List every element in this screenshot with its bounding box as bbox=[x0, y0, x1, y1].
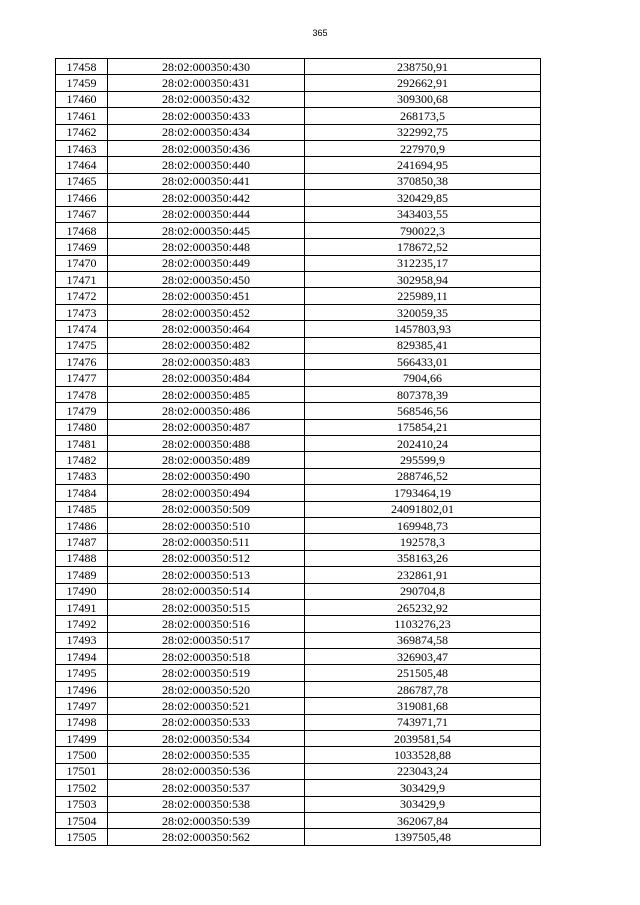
cadastral-number-cell: 28:02:000350:451 bbox=[108, 288, 305, 304]
cadastral-number-cell: 28:02:000350:511 bbox=[108, 534, 305, 550]
table-row bbox=[56, 714, 541, 730]
row-number-cell: 17495 bbox=[56, 665, 108, 681]
cadastral-number-cell: 28:02:000350:562 bbox=[108, 829, 305, 845]
table-row bbox=[56, 517, 541, 533]
cadastral-number-cell: 28:02:000350:539 bbox=[108, 812, 305, 828]
table-row bbox=[56, 616, 541, 632]
cadastral-value-cell: 1033528,88 bbox=[305, 747, 541, 763]
table-row bbox=[56, 829, 541, 845]
row-number-cell: 17483 bbox=[56, 468, 108, 484]
row-number-cell: 17493 bbox=[56, 632, 108, 648]
cadastral-number-cell: 28:02:000350:449 bbox=[108, 255, 305, 271]
cadastral-value-cell: 319081,68 bbox=[305, 698, 541, 714]
row-number-cell: 17467 bbox=[56, 206, 108, 222]
row-number-cell: 17478 bbox=[56, 386, 108, 402]
cadastral-value-cell: 1793464,19 bbox=[305, 485, 541, 501]
row-number-cell: 17488 bbox=[56, 550, 108, 566]
table-row bbox=[56, 780, 541, 796]
row-number-cell: 17502 bbox=[56, 780, 108, 796]
row-number-cell: 17477 bbox=[56, 370, 108, 386]
table-row bbox=[56, 419, 541, 435]
table-row bbox=[56, 75, 541, 91]
table-row bbox=[56, 354, 541, 370]
row-number-cell: 17482 bbox=[56, 452, 108, 468]
cadastral-number-cell: 28:02:000350:515 bbox=[108, 599, 305, 615]
cadastral-number-cell: 28:02:000350:444 bbox=[108, 206, 305, 222]
cadastral-value-cell: 320429,85 bbox=[305, 190, 541, 206]
row-number-cell: 17504 bbox=[56, 812, 108, 828]
table-row bbox=[56, 665, 541, 681]
table-row bbox=[56, 747, 541, 763]
table-row bbox=[56, 485, 541, 501]
cadastral-value-table bbox=[55, 58, 541, 846]
table-row bbox=[56, 124, 541, 140]
table-row bbox=[56, 337, 541, 353]
cadastral-value-cell: 343403,55 bbox=[305, 206, 541, 222]
row-number-cell: 17496 bbox=[56, 681, 108, 697]
table-body bbox=[56, 59, 541, 846]
cadastral-value-cell: 227970,9 bbox=[305, 140, 541, 156]
row-number-cell: 17497 bbox=[56, 698, 108, 714]
table-row bbox=[56, 731, 541, 747]
cadastral-value-cell: 1103276,23 bbox=[305, 616, 541, 632]
row-number-cell: 17490 bbox=[56, 583, 108, 599]
cadastral-value-cell: 268173,5 bbox=[305, 108, 541, 124]
cadastral-value-cell: 302958,94 bbox=[305, 272, 541, 288]
cadastral-number-cell: 28:02:000350:441 bbox=[108, 173, 305, 189]
cadastral-value-cell: 241694,95 bbox=[305, 157, 541, 173]
cadastral-value-cell: 223043,24 bbox=[305, 763, 541, 779]
cadastral-number-cell: 28:02:000350:490 bbox=[108, 468, 305, 484]
cadastral-number-cell: 28:02:000350:534 bbox=[108, 731, 305, 747]
cadastral-number-cell: 28:02:000350:520 bbox=[108, 681, 305, 697]
table-row bbox=[56, 370, 541, 386]
cadastral-number-cell: 28:02:000350:448 bbox=[108, 239, 305, 255]
cadastral-number-cell: 28:02:000350:450 bbox=[108, 272, 305, 288]
cadastral-value-cell: 178672,52 bbox=[305, 239, 541, 255]
row-number-cell: 17505 bbox=[56, 829, 108, 845]
cadastral-number-cell: 28:02:000350:464 bbox=[108, 321, 305, 337]
cadastral-number-cell: 28:02:000350:486 bbox=[108, 403, 305, 419]
cadastral-value-cell: 232861,91 bbox=[305, 567, 541, 583]
cadastral-number-cell: 28:02:000350:510 bbox=[108, 517, 305, 533]
table-row bbox=[56, 108, 541, 124]
row-number-cell: 17503 bbox=[56, 796, 108, 812]
row-number-cell: 17470 bbox=[56, 255, 108, 271]
cadastral-number-cell: 28:02:000350:517 bbox=[108, 632, 305, 648]
cadastral-value-cell: 202410,24 bbox=[305, 435, 541, 451]
row-number-cell: 17491 bbox=[56, 599, 108, 615]
cadastral-number-cell: 28:02:000350:488 bbox=[108, 435, 305, 451]
cadastral-value-cell: 192578,3 bbox=[305, 534, 541, 550]
cadastral-number-cell: 28:02:000350:494 bbox=[108, 485, 305, 501]
table-row bbox=[56, 304, 541, 320]
table-row bbox=[56, 649, 541, 665]
row-number-cell: 17466 bbox=[56, 190, 108, 206]
table-row bbox=[56, 386, 541, 402]
table-row bbox=[56, 763, 541, 779]
cadastral-number-cell: 28:02:000350:485 bbox=[108, 386, 305, 402]
cadastral-value-cell: 369874,58 bbox=[305, 632, 541, 648]
row-number-cell: 17487 bbox=[56, 534, 108, 550]
cadastral-number-cell: 28:02:000350:445 bbox=[108, 222, 305, 238]
row-number-cell: 17473 bbox=[56, 304, 108, 320]
cadastral-number-cell: 28:02:000350:512 bbox=[108, 550, 305, 566]
cadastral-number-cell: 28:02:000350:514 bbox=[108, 583, 305, 599]
cadastral-number-cell: 28:02:000350:538 bbox=[108, 796, 305, 812]
row-number-cell: 17489 bbox=[56, 567, 108, 583]
page-number: 365 bbox=[312, 28, 328, 38]
table-row bbox=[56, 59, 541, 75]
cadastral-number-cell: 28:02:000350:509 bbox=[108, 501, 305, 517]
table-row bbox=[56, 140, 541, 156]
cadastral-value-cell: 568546,56 bbox=[305, 403, 541, 419]
row-number-cell: 17461 bbox=[56, 108, 108, 124]
row-number-cell: 17460 bbox=[56, 91, 108, 107]
cadastral-value-cell: 312235,17 bbox=[305, 255, 541, 271]
cadastral-value-cell: 566433,01 bbox=[305, 354, 541, 370]
table-row bbox=[56, 255, 541, 271]
cadastral-number-cell: 28:02:000350:436 bbox=[108, 140, 305, 156]
row-number-cell: 17501 bbox=[56, 763, 108, 779]
table-row bbox=[56, 583, 541, 599]
cadastral-value-cell: 225989,11 bbox=[305, 288, 541, 304]
cadastral-number-cell: 28:02:000350:431 bbox=[108, 75, 305, 91]
row-number-cell: 17474 bbox=[56, 321, 108, 337]
row-number-cell: 17459 bbox=[56, 75, 108, 91]
table-row bbox=[56, 91, 541, 107]
table-row bbox=[56, 452, 541, 468]
row-number-cell: 17475 bbox=[56, 337, 108, 353]
cadastral-value-cell: 175854,21 bbox=[305, 419, 541, 435]
cadastral-value-cell: 790022,3 bbox=[305, 222, 541, 238]
row-number-cell: 17494 bbox=[56, 649, 108, 665]
cadastral-number-cell: 28:02:000350:521 bbox=[108, 698, 305, 714]
table-row bbox=[56, 321, 541, 337]
table-row bbox=[56, 190, 541, 206]
cadastral-number-cell: 28:02:000350:513 bbox=[108, 567, 305, 583]
cadastral-number-cell: 28:02:000350:432 bbox=[108, 91, 305, 107]
cadastral-number-cell: 28:02:000350:533 bbox=[108, 714, 305, 730]
row-number-cell: 17479 bbox=[56, 403, 108, 419]
cadastral-value-cell: 2039581,54 bbox=[305, 731, 541, 747]
cadastral-value-cell: 169948,73 bbox=[305, 517, 541, 533]
table-row bbox=[56, 222, 541, 238]
row-number-cell: 17484 bbox=[56, 485, 108, 501]
table-row bbox=[56, 534, 541, 550]
cadastral-value-cell: 370850,38 bbox=[305, 173, 541, 189]
cadastral-number-cell: 28:02:000350:452 bbox=[108, 304, 305, 320]
cadastral-number-cell: 28:02:000350:484 bbox=[108, 370, 305, 386]
row-number-cell: 17476 bbox=[56, 354, 108, 370]
cadastral-number-cell: 28:02:000350:482 bbox=[108, 337, 305, 353]
cadastral-value-cell: 7904,66 bbox=[305, 370, 541, 386]
row-number-cell: 17472 bbox=[56, 288, 108, 304]
row-number-cell: 17468 bbox=[56, 222, 108, 238]
table-row bbox=[56, 599, 541, 615]
cadastral-number-cell: 28:02:000350:537 bbox=[108, 780, 305, 796]
table-row bbox=[56, 812, 541, 828]
cadastral-number-cell: 28:02:000350:487 bbox=[108, 419, 305, 435]
row-number-cell: 17500 bbox=[56, 747, 108, 763]
row-number-cell: 17458 bbox=[56, 59, 108, 75]
cadastral-value-cell: 286787,78 bbox=[305, 681, 541, 697]
table-row bbox=[56, 239, 541, 255]
row-number-cell: 17480 bbox=[56, 419, 108, 435]
cadastral-value-cell: 295599,9 bbox=[305, 452, 541, 468]
table-row bbox=[56, 288, 541, 304]
cadastral-value-cell: 303429,9 bbox=[305, 796, 541, 812]
row-number-cell: 17469 bbox=[56, 239, 108, 255]
cadastral-number-cell: 28:02:000350:440 bbox=[108, 157, 305, 173]
row-number-cell: 17499 bbox=[56, 731, 108, 747]
cadastral-value-cell: 303429,9 bbox=[305, 780, 541, 796]
table-row bbox=[56, 698, 541, 714]
cadastral-value-cell: 265232,92 bbox=[305, 599, 541, 615]
cadastral-number-cell: 28:02:000350:489 bbox=[108, 452, 305, 468]
cadastral-number-cell: 28:02:000350:442 bbox=[108, 190, 305, 206]
cadastral-value-cell: 322992,75 bbox=[305, 124, 541, 140]
cadastral-value-cell: 24091802,01 bbox=[305, 501, 541, 517]
table-row bbox=[56, 796, 541, 812]
table-row bbox=[56, 567, 541, 583]
row-number-cell: 17498 bbox=[56, 714, 108, 730]
row-number-cell: 17465 bbox=[56, 173, 108, 189]
row-number-cell: 17462 bbox=[56, 124, 108, 140]
row-number-cell: 17492 bbox=[56, 616, 108, 632]
cadastral-number-cell: 28:02:000350:434 bbox=[108, 124, 305, 140]
cadastral-number-cell: 28:02:000350:516 bbox=[108, 616, 305, 632]
cadastral-number-cell: 28:02:000350:535 bbox=[108, 747, 305, 763]
cadastral-value-cell: 326903,47 bbox=[305, 649, 541, 665]
cadastral-value-cell: 743971,71 bbox=[305, 714, 541, 730]
cadastral-number-cell: 28:02:000350:483 bbox=[108, 354, 305, 370]
cadastral-value-cell: 1397505,48 bbox=[305, 829, 541, 845]
cadastral-value-cell: 292662,91 bbox=[305, 75, 541, 91]
cadastral-value-cell: 829385,41 bbox=[305, 337, 541, 353]
cadastral-number-cell: 28:02:000350:433 bbox=[108, 108, 305, 124]
cadastral-value-cell: 251505,48 bbox=[305, 665, 541, 681]
cadastral-value-cell: 320059,35 bbox=[305, 304, 541, 320]
table-row bbox=[56, 468, 541, 484]
table-row bbox=[56, 550, 541, 566]
cadastral-value-cell: 288746,52 bbox=[305, 468, 541, 484]
table-row bbox=[56, 501, 541, 517]
cadastral-value-cell: 309300,68 bbox=[305, 91, 541, 107]
row-number-cell: 17464 bbox=[56, 157, 108, 173]
cadastral-number-cell: 28:02:000350:518 bbox=[108, 649, 305, 665]
cadastral-number-cell: 28:02:000350:536 bbox=[108, 763, 305, 779]
cadastral-value-cell: 362067,84 bbox=[305, 812, 541, 828]
table-row bbox=[56, 403, 541, 419]
cadastral-number-cell: 28:02:000350:519 bbox=[108, 665, 305, 681]
table-row bbox=[56, 206, 541, 222]
row-number-cell: 17463 bbox=[56, 140, 108, 156]
table-row bbox=[56, 632, 541, 648]
cadastral-value-cell: 358163,26 bbox=[305, 550, 541, 566]
cadastral-value-cell: 807378,39 bbox=[305, 386, 541, 402]
table-row bbox=[56, 435, 541, 451]
table-row bbox=[56, 173, 541, 189]
table-row bbox=[56, 681, 541, 697]
table-row bbox=[56, 157, 541, 173]
row-number-cell: 17486 bbox=[56, 517, 108, 533]
row-number-cell: 17481 bbox=[56, 435, 108, 451]
cadastral-value-cell: 238750,91 bbox=[305, 59, 541, 75]
cadastral-value-cell: 290704,8 bbox=[305, 583, 541, 599]
row-number-cell: 17485 bbox=[56, 501, 108, 517]
table-row bbox=[56, 272, 541, 288]
cadastral-value-cell: 1457803,93 bbox=[305, 321, 541, 337]
row-number-cell: 17471 bbox=[56, 272, 108, 288]
cadastral-number-cell: 28:02:000350:430 bbox=[108, 59, 305, 75]
